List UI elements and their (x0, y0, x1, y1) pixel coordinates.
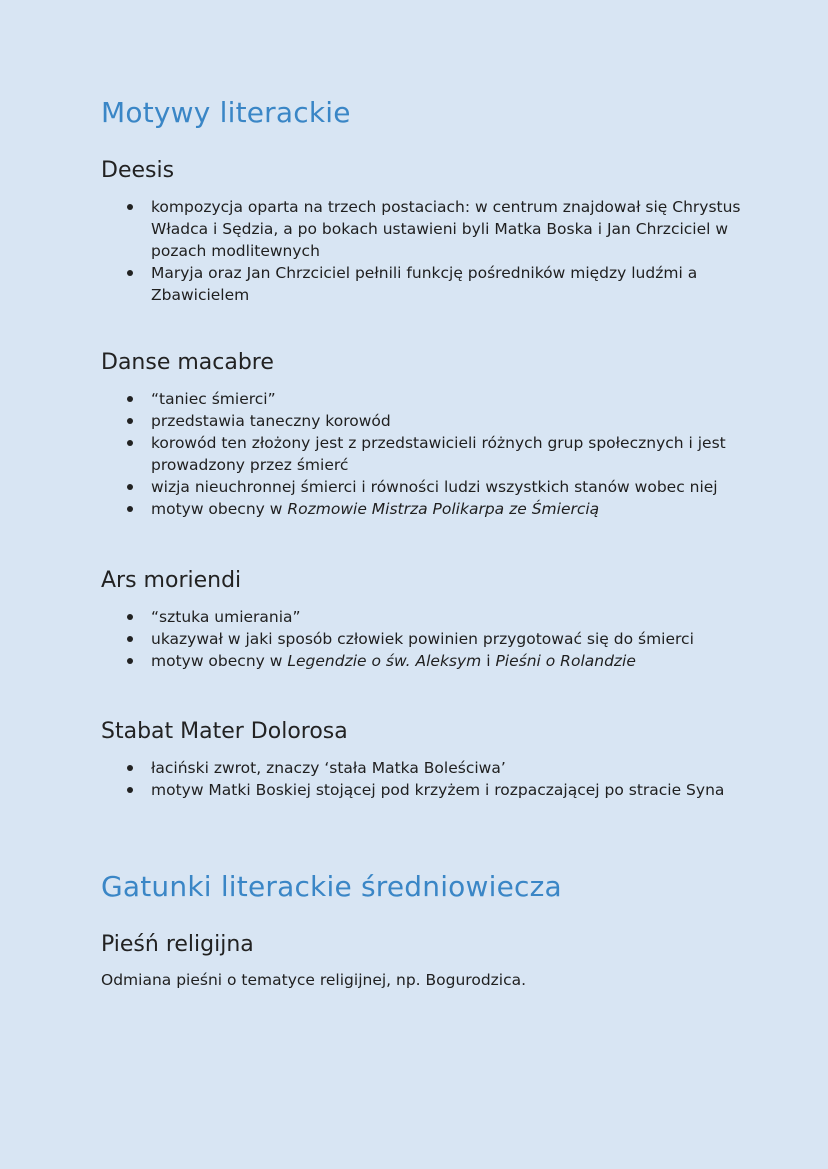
paragraph-piesn-religijna: Odmiana pieśni o tematyce religijnej, np. Bogurodzica. (101, 971, 527, 989)
ars-moriendi-list (101, 606, 741, 672)
conjunction: i (481, 652, 496, 670)
item-prefix: motyw obecny w (151, 500, 288, 518)
list-item (101, 650, 741, 672)
heading-gatunki-literackie: Gatunki literackie średniowiecza (101, 870, 562, 903)
subheading-piesn-religijna: Pieśń religijna (101, 932, 254, 957)
list-item (101, 498, 741, 520)
deesis-list (101, 196, 741, 306)
list-item: Maryja oraz Jan Chrzciciel pełnili funkcję pośredników między ludźmi a Zbawicielem (101, 262, 741, 306)
list-item: przedstawia taneczny korowód (101, 410, 741, 432)
danse-macabre-list (101, 388, 741, 520)
heading-motywy-literackie: Motywy literackie (101, 96, 351, 129)
list-item: “taniec śmierci” (101, 388, 741, 410)
list-item: łaciński zwrot, znaczy ‘stała Matka Boleściwa’ (101, 757, 741, 779)
subheading-deesis: Deesis (101, 158, 175, 183)
work-title: Legendzie o św. Aleksym (287, 652, 482, 670)
subheading-stabat-mater: Stabat Mater Dolorosa (101, 719, 348, 744)
work-title: Pieśni o Rolandzie (495, 652, 636, 670)
list-item: “sztuka umierania” (101, 606, 741, 628)
list-item: wizja nieuchronnej śmierci i równości ludzi wszystkich stanów wobec niej (101, 476, 741, 498)
list-item: ukazywał w jaki sposób człowiek powinien przygotować się do śmierci (101, 628, 741, 650)
work-title: Rozmowie Mistrza Polikarpa ze Śmiercią (287, 500, 600, 518)
subheading-ars-moriendi: Ars moriendi (101, 568, 242, 593)
item-prefix: motyw obecny w (151, 652, 288, 670)
list-item: motyw Matki Boskiej stojącej pod krzyżem i rozpaczającej po stracie Syna (101, 779, 741, 801)
stabat-mater-list (101, 757, 741, 801)
list-item: kompozycja oparta na trzech postaciach: w centrum znajdował się Chrystus Władca i Sędzia, a po bokach ustawieni byli Matka Boska i Jan Chrzciciel w pozach modlitewnych (101, 196, 741, 262)
list-item: korowód ten złożony jest z przedstawicieli różnych grup społecznych i jest prowadzony przez śmierć (101, 432, 741, 476)
subheading-danse-macabre: Danse macabre (101, 350, 274, 375)
